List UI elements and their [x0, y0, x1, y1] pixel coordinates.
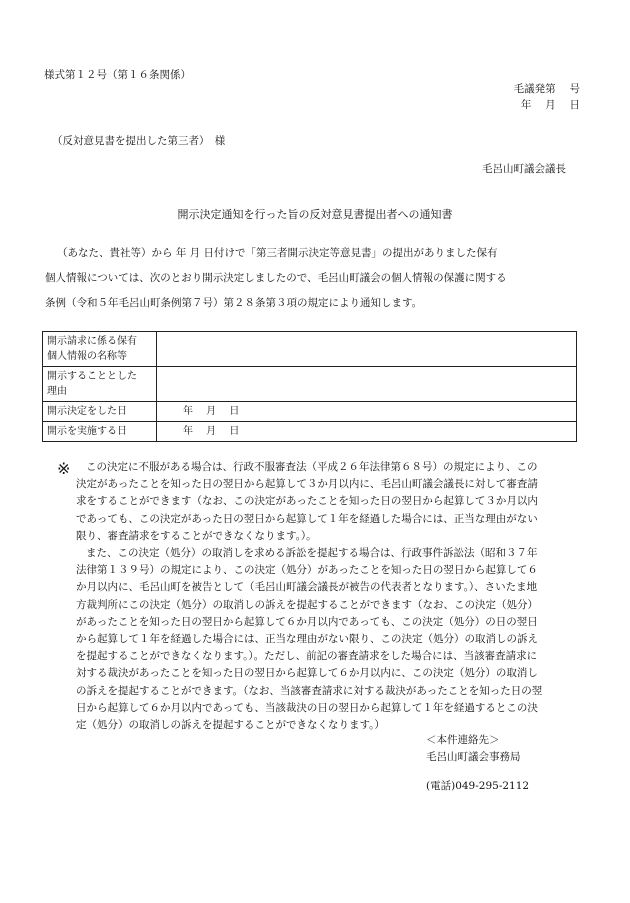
document-title: 開示決定通知を行った旨の反対意見書提出者への通知書 [177, 208, 453, 221]
note-line: の訴えを提起することができます。（なお、当該審査請求に対する裁決があったことを知った日の翌 [76, 684, 543, 697]
row-value [157, 367, 577, 402]
row-label [43, 367, 157, 402]
row-label-line: 理由 [47, 386, 67, 397]
note-mark: ※ [57, 459, 71, 478]
document-number-block [514, 81, 580, 113]
row-label-line: 開示することとした [47, 371, 137, 382]
addressee: （反対意見書を提出した第三者） 様 [52, 135, 226, 147]
table-row [43, 402, 577, 422]
row-label-line: 開示請求に係る保有 [47, 336, 137, 347]
note-line: 法律第１３９号）の規定により、この決定（処分）があったことを知った日の翌日から起算して６ [76, 564, 538, 577]
row-value: 年 月 日 [157, 402, 577, 422]
row-value: 年 月 日 [157, 422, 577, 442]
note-line: であっても、この決定があった日の翌日から起算して１年を経過した場合には、正当な理由がない [76, 512, 538, 525]
notes-block [57, 459, 585, 734]
note-line: 対する裁決があったことを知った日の翌日から起算して６か月以内に、この決定（処分）の取消し [76, 667, 538, 680]
note-line: 決定があったことを知った日の翌日から起算して３か月以内に、毛呂山町議会議長に対して審査請 [76, 478, 538, 491]
note-line: 限り、審査請求をすることができなくなります。）。 [76, 529, 317, 542]
intro-line: （あなた、貴社等）から 年 月 日付けで「第三者開示決定等意見書」の提出がありました保有 [57, 247, 498, 259]
row-value [157, 332, 577, 367]
row-label-line: 開示決定をした日 [47, 406, 127, 417]
contact-block [426, 732, 521, 766]
contact-office: 毛呂山町議会事務局 [426, 751, 521, 763]
disclosure-info-table [42, 331, 577, 442]
note-line: から起算して１年を経過した場合には、正当な理由がない限り、この決定（処分）の取消しの訴え [76, 633, 538, 646]
note-line: か月以内に、毛呂山町を被告として（毛呂山町議会議長が被告の代表者となります。）、さいたま地 [76, 581, 538, 594]
note-line: 定（処分）の取消しの訴えを提起することができなくなります。） [76, 719, 385, 732]
intro-line: 条例（令和５年毛呂山町条例第７号）第２８条第３項の規定により通知します。 [45, 297, 423, 309]
form-number: 様式第１２号（第１６条関係） [44, 69, 191, 81]
table-row [43, 332, 577, 367]
sender: 毛呂山町議会議長 [482, 163, 566, 175]
row-label-line: 開示を実施する日 [47, 426, 127, 437]
intro-line: 個人情報については、次のとおり開示決定しましたので、毛呂山町議会の個人情報の保護に関する [45, 272, 507, 284]
row-label [43, 332, 157, 367]
intro-paragraph [45, 241, 585, 316]
note-line: があったことを知った日の翌日から起算して６か月以内であっても、この決定（処分）の日の翌日 [76, 615, 538, 628]
note-line: 方裁判所にこの決定（処分）の取消しの訴えを提起することができます（なお、この決定（処分） [76, 598, 538, 611]
table-row [43, 422, 577, 442]
note-line: この決定に不服がある場合は、行政不服審査法（平成２６年法律第６８号）の規定により、この [86, 461, 538, 473]
note-line: を提起することができなくなります。）。ただし、前記の審査請求をした場合には、当該審査請求に [76, 650, 538, 663]
row-label [43, 402, 157, 422]
note-line: 日から起算して６か月以内であっても、当該裁決の日の翌日から起算して１年を経過するとこの決 [76, 701, 538, 714]
row-label-line: 個人情報の名称等 [47, 351, 127, 362]
note-line: 求をすることができます（なお、この決定があったことを知った日の翌日から起算して３か月以内 [76, 495, 538, 508]
row-label [43, 422, 157, 442]
contact-heading: ＜本件連絡先＞ [426, 734, 500, 746]
contact-telephone: (電話)049-295-2112 [426, 780, 530, 792]
table-row [43, 367, 577, 402]
note-line: また、この決定（処分）の取消しを求める訴訟を提起する場合は、行政事件訴訟法（昭和３７年 [86, 547, 538, 560]
document-date: 年 月 日 [520, 99, 580, 111]
document-number: 毛議発第 号 [513, 83, 580, 95]
